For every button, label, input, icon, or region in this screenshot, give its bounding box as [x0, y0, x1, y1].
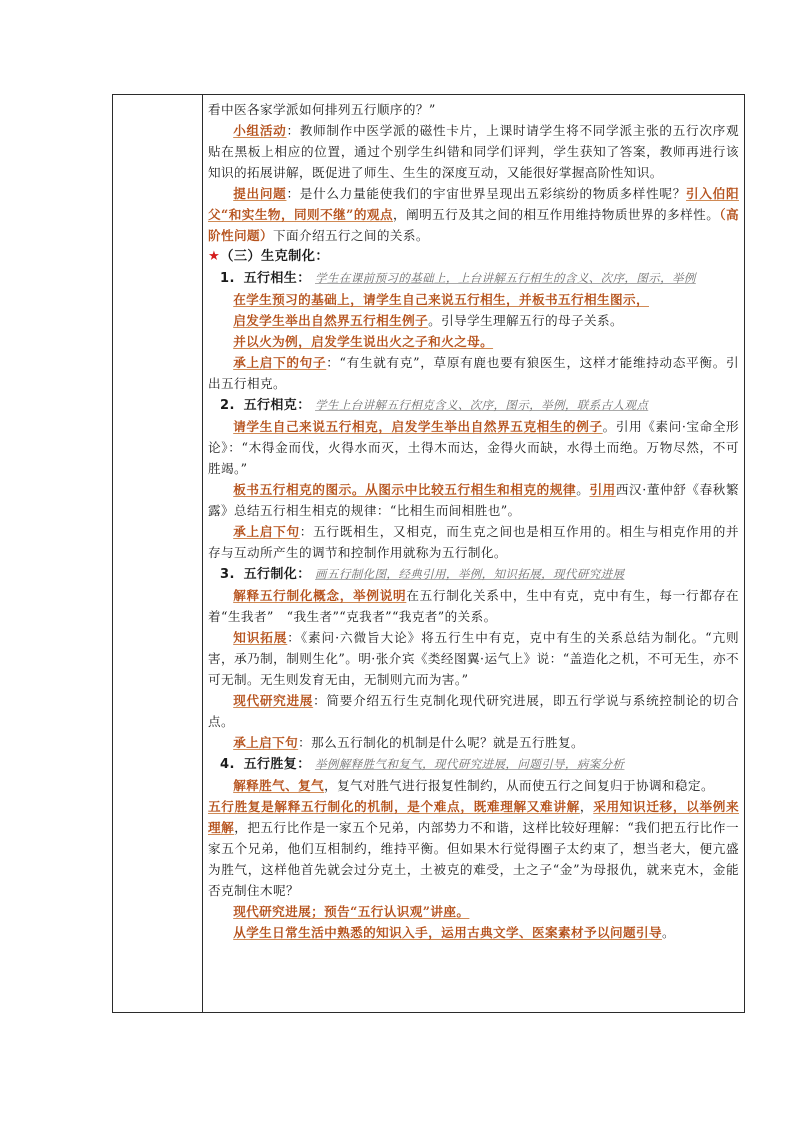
table-border-left	[112, 95, 113, 1012]
paragraph: 解释胜气、复气，复气对胜气进行报复性制约，从而使五行之间复归于协调和稳定。	[233, 778, 714, 793]
paragraph: 现代研究进展：简要介绍五行生克制化现代研究进展，即五行学说与系统控制论的切合点。	[208, 693, 739, 729]
paragraph: 知识拓展：《素问·六微旨大论》将五行生中有克，克中有生的关系总结为制化。“亢则害，承乃制，制则生化”。明·张介宾《类经图翼·运气上》说：“盖造化之机，不可无生，亦不可无制。无生则发育无由，无制则亢而为害。”	[208, 630, 739, 687]
paragraph: 在学生预习的基础上，请学生自己来说五行相生，并板书五行相生图示，	[233, 292, 649, 307]
paragraph: 承上启下的句子：“有生就有克”，草原有鹿也要有狼医生，这样才能维持动态平衡。引出五行相克。	[208, 355, 739, 391]
paragraph: 板书五行相克的图示。从图示中比较五行相生和相克的规律。引用西汉·董仲舒《春秋繁露》总结五行相生相克的规律：“比相生而间相胜也”。	[208, 482, 739, 518]
paragraph-group-activity: 小组活动：教师制作中医学派的磁性卡片，上课时请学生将不同学派主张的五行次序观贴在黑板上相应的位置，通过个别学生纠错和同学们评判，学生获知了答案，教师再进行该知识的拓展讲解，既促进了师生、生生的深度互动，又能很好掌握高阶性知识。	[208, 123, 739, 180]
paragraph: 承上启下句：五行既相生，又相克，而生克之间也是相互作用的。相生与相克作用的并存与互动所产生的调节和控制作用就称为五行制化。	[208, 524, 740, 560]
lesson-table	[112, 94, 745, 1013]
table-column-divider	[202, 95, 203, 1012]
paragraph: 五行胜复是解释五行制化的机制，是个难点，既难理解又难讲解，采用知识迁移，以举例来理解，把五行比作是一家五个兄弟，内部势力不和谐，这样比较好理解：“我们把五行比作一家五个兄弟，他们互相制约，维持平衡。但如果木行觉得圈子太约束了，想当老大，便亢盛为胜气，这样他首先就会过分克土，土被克的难受，土之子“金”为母报仇，就来克木，金能否克制住木呢？	[208, 799, 739, 898]
paragraph: 从学生日常生活中熟悉的知识入手，运用古典文学、医案素材予以问题引导。	[233, 925, 675, 940]
paragraph: 承上启下句：那么五行制化的机制是什么呢？就是五行胜复。	[233, 735, 585, 750]
lesson-content	[208, 99, 739, 943]
paragraph: 现代研究进展；预告“五行认识观”讲座。	[233, 904, 470, 919]
paragraph: 看中医各家学派如何排列五行顺序的？”	[208, 102, 436, 117]
item-heading-2: 2. 五行相克： 学生上台讲解五行相克含义、次序，图示，举例，联系古人观点	[220, 398, 649, 413]
item-heading-3: 3. 五行制化： 画五行制化图，经典引用，举例，知识拓展，现代研究进展	[220, 567, 625, 582]
paragraph: 启发学生举出自然界五行相生例子。引导学生理解五行的母子关系。	[233, 313, 623, 328]
paragraph: 请学生自己来说五行相克，启发学生举出自然界五克相生的例子。引用《素问·宝命全形论》：“木得金而伐，火得水而灭，土得木而达，金得火而缺，水得土而绝。万物尽然，不可胜竭。”	[208, 419, 740, 476]
star-icon: ★	[208, 249, 221, 264]
paragraph-question: 提出问题：是什么力量能使我们的宇宙世界呈现出五彩缤纷的物质多样性呢？引入伯阳父“和实生物，同则不继”的观点，阐明五行及其之间的相互作用维持物质世界的多样性。（高阶性问题）下面介绍五行之间的关系。	[208, 186, 739, 243]
item-heading-4: 4. 五行胜复： 举例解释胜气和复气，现代研究进展，问题引导，病案分析	[220, 757, 625, 772]
paragraph: 并以火为例，启发学生说出火之子和火之母。	[233, 334, 494, 349]
table-border-right	[744, 95, 745, 1012]
item-heading-1: 1. 五行相生： 学生在课前预习的基础上，上台讲解五行相生的含义、次序，图示，举例	[220, 271, 696, 286]
paragraph: 解释五行制化概念，举例说明在五行制化关系中，生中有克，克中有生，每一行都存在着“生我者” “我生者”“克我者”“我克者”的关系。	[208, 588, 740, 624]
section-heading: ★（三）生克制化：	[208, 249, 329, 264]
